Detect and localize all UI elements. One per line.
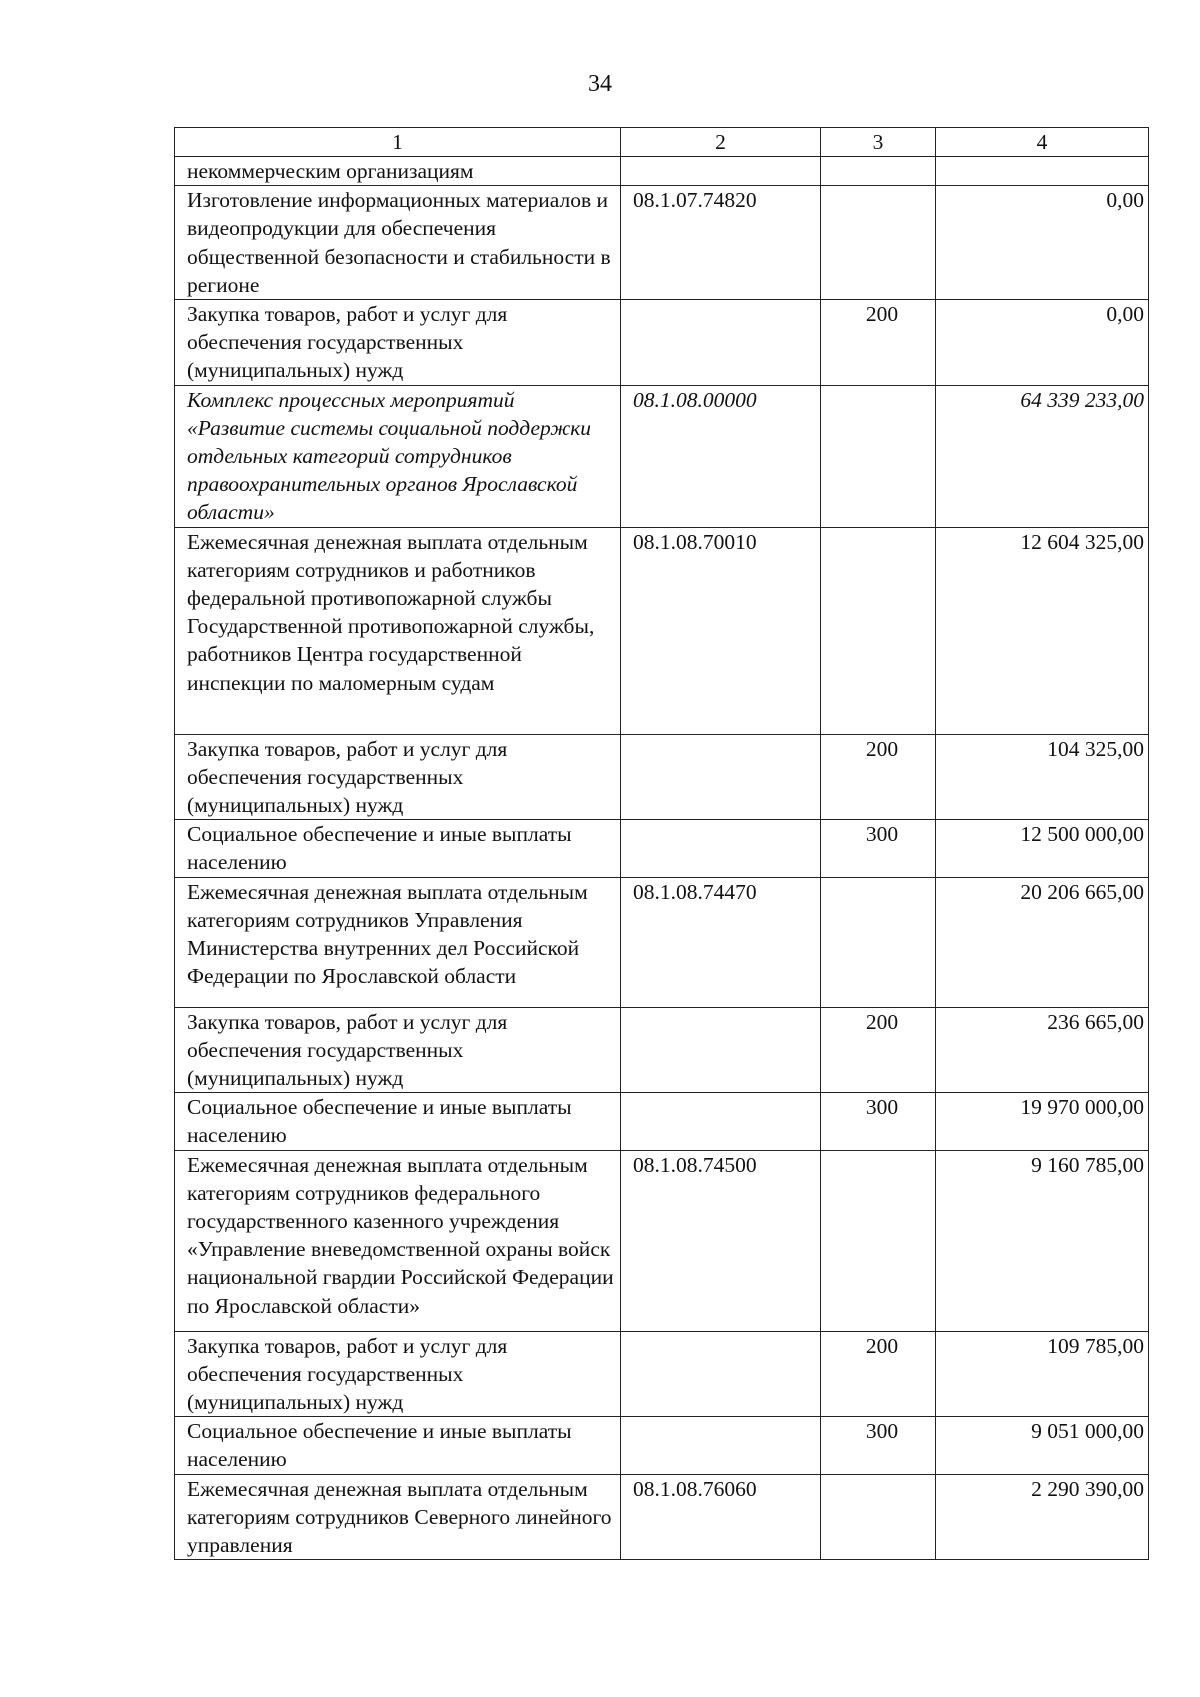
- code-cell: [621, 157, 821, 186]
- code-cell: 08.1.08.74500: [621, 1150, 821, 1331]
- code-cell: [621, 1007, 821, 1093]
- table-row: [175, 877, 1149, 1007]
- category-cell: 200: [821, 1007, 936, 1093]
- code-cell: 08.1.08.76060: [621, 1474, 821, 1560]
- amount-cell: 0,00: [936, 300, 1149, 386]
- category-cell: 200: [821, 300, 936, 386]
- category-cell: [821, 1474, 936, 1560]
- column-number-4: 4: [936, 128, 1149, 157]
- name-cell: Ежемесячная денежная выплата отдельным категориям сотрудников Управления Министерства внутренних дел Российской Федерации по Ярославской области: [175, 877, 621, 1007]
- name-cell: некоммерческим организациям: [175, 157, 621, 186]
- amount-cell: 9 160 785,00: [936, 1150, 1149, 1331]
- name-cell: Закупка товаров, работ и услуг для обеспечения государственных (муниципальных) нужд: [175, 300, 621, 386]
- category-cell: [821, 877, 936, 1007]
- name-cell: Комплекс процессных мероприятий «Развитие системы социальной поддержки отдельных категорий сотрудников правоохранительных органов Ярославской области»: [175, 385, 621, 527]
- table-row: [175, 186, 1149, 300]
- amount-cell: 2 290 390,00: [936, 1474, 1149, 1560]
- category-cell: [821, 527, 936, 734]
- category-cell: 300: [821, 1417, 936, 1474]
- amount-cell: [936, 157, 1149, 186]
- category-cell: [821, 385, 936, 527]
- category-cell: 200: [821, 1331, 936, 1417]
- amount-cell: 64 339 233,00: [936, 385, 1149, 527]
- table-row: [175, 820, 1149, 877]
- column-number-2: 2: [621, 128, 821, 157]
- code-cell: [621, 1417, 821, 1474]
- name-cell: Ежемесячная денежная выплата отдельным категориям сотрудников федерального государственного казенного учреждения «Управление вневедомственной охраны войск национальной гвардии Российской Федерации по Ярославской области»: [175, 1150, 621, 1331]
- amount-cell: 12 500 000,00: [936, 820, 1149, 877]
- code-cell: 08.1.07.74820: [621, 186, 821, 300]
- amount-cell: 9 051 000,00: [936, 1417, 1149, 1474]
- name-cell: Изготовление информационных материалов и видеопродукции для обеспечения общественной безопасности и стабильности в регионе: [175, 186, 621, 300]
- name-cell: Закупка товаров, работ и услуг для обеспечения государственных (муниципальных) нужд: [175, 1331, 621, 1417]
- amount-cell: 20 206 665,00: [936, 877, 1149, 1007]
- amount-cell: 109 785,00: [936, 1331, 1149, 1417]
- amount-cell: 12 604 325,00: [936, 527, 1149, 734]
- budget-table-body: [175, 128, 1149, 1560]
- amount-cell: 19 970 000,00: [936, 1093, 1149, 1150]
- code-cell: 08.1.08.74470: [621, 877, 821, 1007]
- category-cell: [821, 1150, 936, 1331]
- page-number: 34: [588, 71, 612, 97]
- code-cell: [621, 1093, 821, 1150]
- name-cell: Ежемесячная денежная выплата отдельным категориям сотрудников и работников федеральной противопожарной службы Государственной противопожарной службы, работников Центра государственной инспекции по маломерным судам: [175, 527, 621, 734]
- name-cell: Социальное обеспечение и иные выплаты населению: [175, 1093, 621, 1150]
- name-cell: Закупка товаров, работ и услуг для обеспечения государственных (муниципальных) нужд: [175, 1007, 621, 1093]
- code-cell: [621, 820, 821, 877]
- table-row: [175, 300, 1149, 386]
- budget-table: [174, 127, 1149, 1560]
- table-row: [175, 527, 1149, 734]
- name-cell: Социальное обеспечение и иные выплаты населению: [175, 820, 621, 877]
- amount-cell: 0,00: [936, 186, 1149, 300]
- table-row: [175, 157, 1149, 186]
- code-cell: [621, 300, 821, 386]
- code-cell: 08.1.08.00000: [621, 385, 821, 527]
- table-row: [175, 1474, 1149, 1560]
- table-row: [175, 385, 1149, 527]
- code-cell: [621, 734, 821, 820]
- amount-cell: 236 665,00: [936, 1007, 1149, 1093]
- column-number-row: [175, 128, 1149, 157]
- table-row: [175, 734, 1149, 820]
- column-number-1: 1: [175, 128, 621, 157]
- table-row: [175, 1007, 1149, 1093]
- category-cell: 300: [821, 820, 936, 877]
- category-cell: 200: [821, 734, 936, 820]
- amount-cell: 104 325,00: [936, 734, 1149, 820]
- column-number-3: 3: [821, 128, 936, 157]
- table-row: [175, 1150, 1149, 1331]
- table-row: [175, 1331, 1149, 1417]
- name-cell: Закупка товаров, работ и услуг для обеспечения государственных (муниципальных) нужд: [175, 734, 621, 820]
- code-cell: 08.1.08.70010: [621, 527, 821, 734]
- name-cell: Социальное обеспечение и иные выплаты населению: [175, 1417, 621, 1474]
- table-row: [175, 1417, 1149, 1474]
- category-cell: [821, 157, 936, 186]
- category-cell: [821, 186, 936, 300]
- code-cell: [621, 1331, 821, 1417]
- table-row: [175, 1093, 1149, 1150]
- name-cell: Ежемесячная денежная выплата отдельным категориям сотрудников Северного линейного управления: [175, 1474, 621, 1560]
- category-cell: 300: [821, 1093, 936, 1150]
